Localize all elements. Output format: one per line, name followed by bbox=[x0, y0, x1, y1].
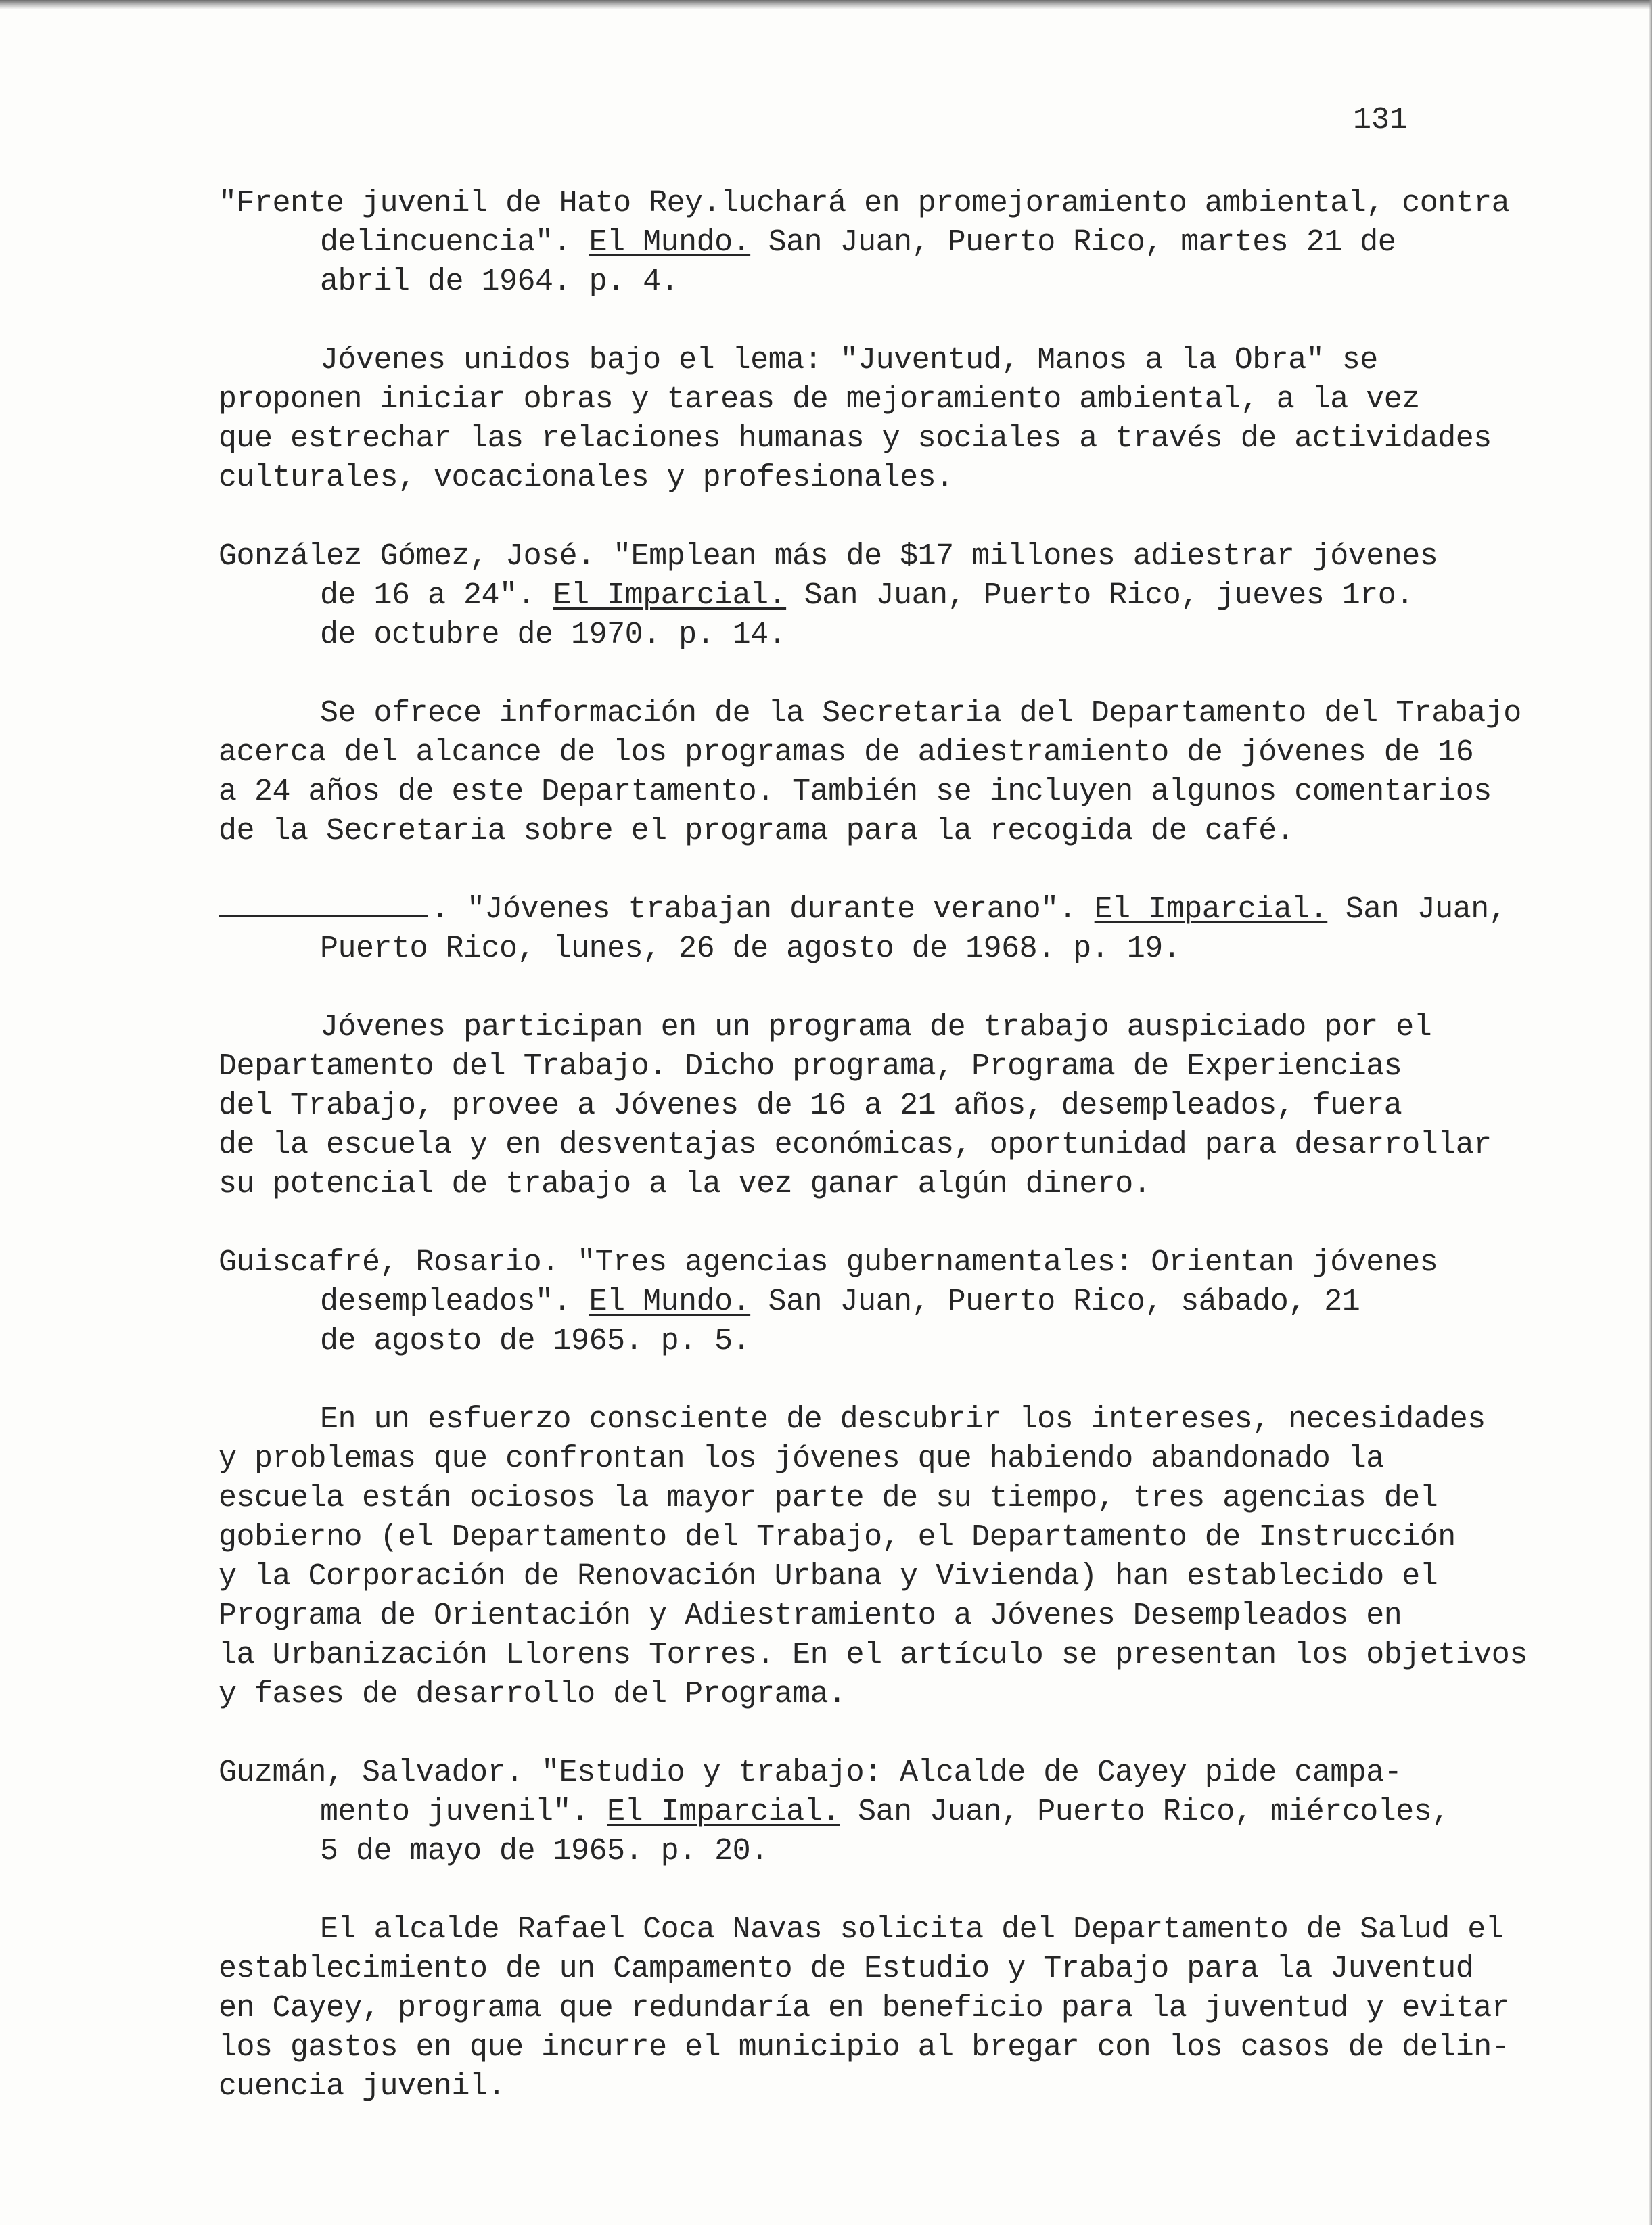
spacer bbox=[219, 655, 1585, 694]
newspaper-title: El Imparcial. bbox=[553, 578, 787, 613]
bibliography-entry bbox=[219, 1753, 1585, 2107]
spacer bbox=[219, 498, 1585, 537]
newspaper-title: El Imparcial. bbox=[1094, 892, 1328, 927]
citation-line bbox=[219, 1793, 1585, 1832]
citation-fragment: San Juan, Puerto Rico, miércoles, bbox=[840, 1795, 1450, 1829]
summary-line: Jóvenes unidos bajo el lema: "Juventud, Manos a la Obra" se bbox=[320, 343, 1378, 377]
summary-line: cuencia juvenil. bbox=[219, 2069, 506, 2104]
bibliography-content bbox=[219, 184, 1585, 2107]
citation-fragment: Puerto Rico, lunes, 26 de agosto de 1968. bbox=[320, 932, 1074, 966]
page-ref: p. 14. bbox=[679, 618, 787, 652]
spacer bbox=[219, 851, 1585, 890]
citation-line bbox=[219, 930, 1585, 969]
summary-line: que estrechar las relaciones humanas y sociales a través de actividades bbox=[219, 421, 1492, 456]
citation-line bbox=[219, 223, 1585, 262]
summary-line: proponen iniciar obras y tareas de mejoramiento ambiental, a la vez bbox=[219, 382, 1420, 417]
bibliography-entry bbox=[219, 890, 1585, 1204]
page-ref: p. 4. bbox=[589, 265, 679, 299]
summary-line: y fases de desarrollo del Programa. bbox=[219, 1677, 846, 1712]
citation-fragment: desempleados". bbox=[320, 1285, 589, 1319]
citation-fragment: de 16 a 24". bbox=[320, 578, 553, 613]
citation-fragment: abril de 1964. bbox=[320, 265, 589, 299]
summary-line: Programa de Orientación y Adiestramiento a Jóvenes Desempleados en bbox=[219, 1599, 1402, 1633]
spacer bbox=[219, 1714, 1585, 1753]
summary-line: de la escuela y en desventajas económicas, oportunidad para desarrollar bbox=[219, 1128, 1492, 1162]
summary-line: y la Corporación de Renovación Urbana y Vivienda) han establecido el bbox=[219, 1559, 1438, 1594]
summary-line: su potencial de trabajo a la vez ganar algún dinero. bbox=[219, 1167, 1151, 1201]
summary-line: Jóvenes participan en un programa de trabajo auspiciado por el bbox=[320, 1010, 1432, 1045]
scan-right-edge bbox=[1649, 0, 1652, 2225]
summary-line: gobierno (el Departamento del Trabajo, el Departamento de Instrucción bbox=[219, 1520, 1456, 1555]
ditto-rule bbox=[219, 915, 428, 917]
spacer bbox=[219, 969, 1585, 1008]
citation-fragment: 5 de mayo de 1965. bbox=[320, 1834, 661, 1868]
citation-fragment: . "Jóvenes trabajan durante verano". bbox=[431, 892, 1095, 927]
spacer bbox=[219, 1361, 1585, 1400]
citation-line: Guiscafré, Rosario. "Tres agencias gubernamentales: Orientan jóvenes bbox=[219, 1245, 1438, 1280]
page-number: 131 bbox=[1353, 103, 1408, 137]
citation-line bbox=[219, 616, 1585, 655]
citation-line bbox=[219, 1322, 1585, 1361]
summary-line: del Trabajo, provee a Jóvenes de 16 a 21 años, desempleados, fuera bbox=[219, 1088, 1402, 1123]
page-ref: p. 19. bbox=[1073, 932, 1181, 966]
summary-line: de la Secretaria sobre el programa para la recogida de café. bbox=[219, 814, 1295, 848]
summary-line: los gastos en que incurre el municipio al bregar con los casos de delin- bbox=[219, 2030, 1510, 2065]
citation-fragment: San Juan, Puerto Rico, martes 21 de bbox=[750, 225, 1396, 260]
citation-fragment: San Juan, bbox=[1327, 892, 1507, 927]
citation-fragment: San Juan, Puerto Rico, sábado, 21 bbox=[750, 1285, 1360, 1319]
summary-line: la Urbanización Llorens Torres. En el artículo se presentan los objetivos bbox=[219, 1638, 1528, 1672]
citation-fragment: de octubre de 1970. bbox=[320, 618, 679, 652]
citation-line bbox=[219, 890, 1585, 930]
citation-line bbox=[219, 576, 1585, 616]
summary-line: culturales, vocacionales y profesionales. bbox=[219, 461, 954, 495]
newspaper-title: El Mundo. bbox=[589, 1285, 751, 1319]
citation-line bbox=[219, 262, 1585, 302]
citation-line bbox=[219, 1832, 1585, 1871]
summary-line: a 24 años de este Departamento. También se incluyen algunos comentarios bbox=[219, 775, 1492, 809]
scan-top-edge bbox=[0, 0, 1652, 9]
citation-line: Guzmán, Salvador. "Estudio y trabajo: Alcalde de Cayey pide campa- bbox=[219, 1756, 1402, 1790]
summary-line: establecimiento de un Campamento de Estudio y Trabajo para la Juventud bbox=[219, 1952, 1474, 1986]
summary-line: acerca del alcance de los programas de adiestramiento de jóvenes de 16 bbox=[219, 735, 1474, 770]
summary-line: en Cayey, programa que redundaría en beneficio para la juventud y evitar bbox=[219, 1991, 1510, 2025]
citation-line: González Gómez, José. "Emplean más de $17 millones adiestrar jóvenes bbox=[219, 539, 1438, 574]
summary-line: El alcalde Rafael Coca Navas solicita del Departamento de Salud el bbox=[320, 1912, 1504, 1947]
newspaper-title: El Imparcial. bbox=[607, 1795, 840, 1829]
summary-line: Departamento del Trabajo. Dicho programa, Programa de Experiencias bbox=[219, 1049, 1402, 1084]
summary-line: En un esfuerzo consciente de descubrir los intereses, necesidades bbox=[320, 1402, 1486, 1437]
bibliography-entry bbox=[219, 184, 1585, 498]
page-ref: p. 20. bbox=[660, 1834, 768, 1868]
spacer bbox=[219, 1204, 1585, 1243]
spacer bbox=[219, 302, 1585, 341]
citation-fragment: delincuencia". bbox=[320, 225, 589, 260]
citation-line: "Frente juvenil de Hato Rey.luchará en promejoramiento ambiental, contra bbox=[219, 186, 1510, 221]
spacer bbox=[219, 1871, 1585, 1910]
bibliography-entry bbox=[219, 537, 1585, 851]
summary-line: y problemas que confrontan los jóvenes que habiendo abandonado la bbox=[219, 1442, 1384, 1476]
citation-fragment: San Juan, Puerto Rico, jueves 1ro. bbox=[786, 578, 1414, 613]
citation-line bbox=[219, 1283, 1585, 1322]
citation-fragment: mento juvenil". bbox=[320, 1795, 607, 1829]
page-ref: p. 5. bbox=[660, 1324, 751, 1358]
summary-line: Se ofrece información de la Secretaria del Departamento del Trabajo bbox=[320, 696, 1521, 731]
bibliography-entry bbox=[219, 1243, 1585, 1714]
newspaper-title: El Mundo. bbox=[589, 225, 751, 260]
summary-line: escuela están ociosos la mayor parte de su tiempo, tres agencias del bbox=[219, 1481, 1438, 1515]
citation-fragment: de agosto de 1965. bbox=[320, 1324, 661, 1358]
